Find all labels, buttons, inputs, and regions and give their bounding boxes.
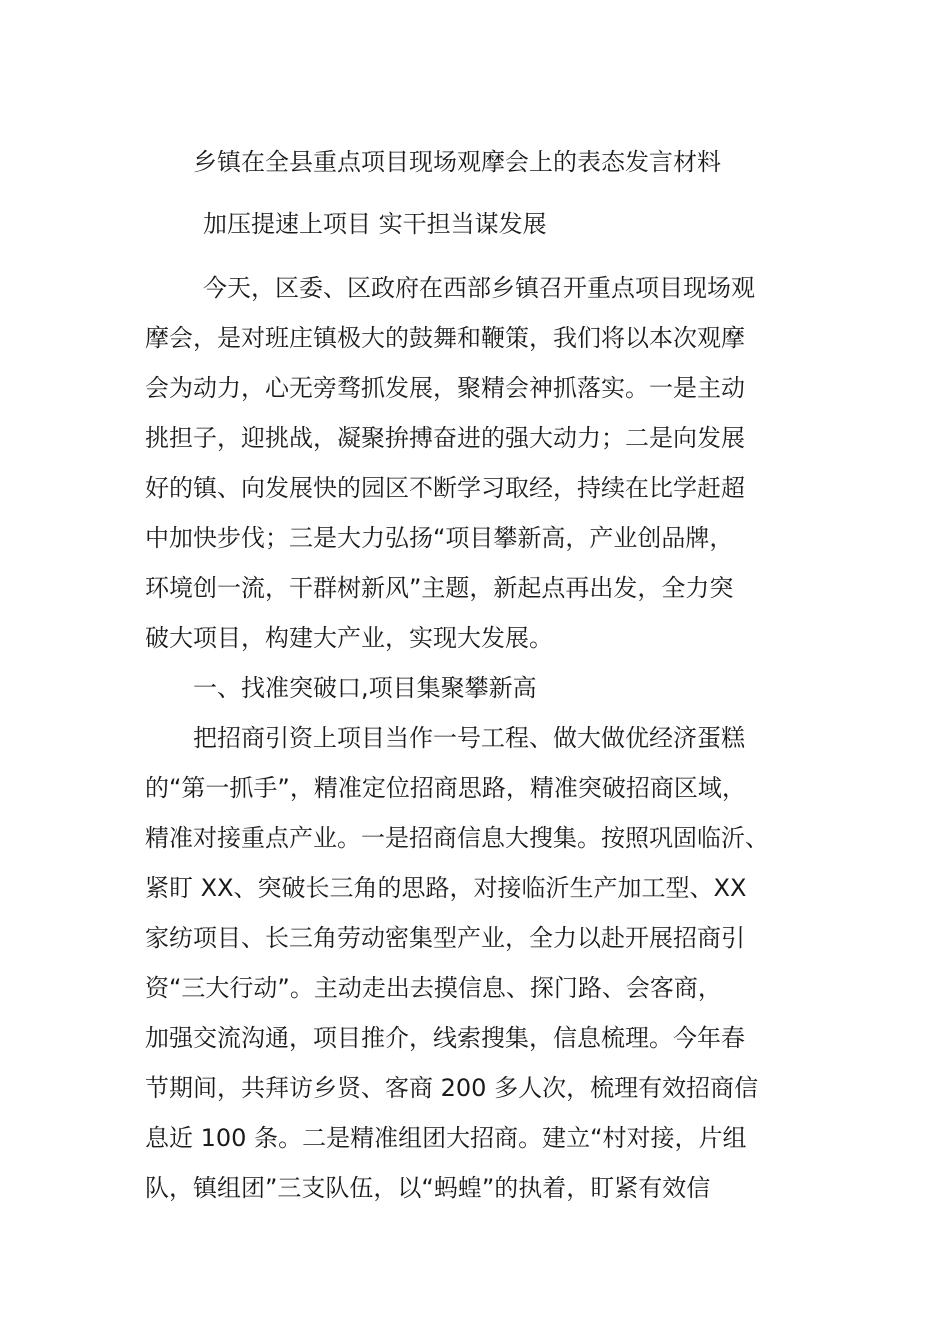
paragraph-line: 今天，区委、区政府在西部乡镇召开重点项目现场观	[203, 274, 755, 302]
document-title: 乡镇在全县重点项目现场观摩会上的表态发言材料	[193, 148, 721, 176]
paragraph-line: 息近 100 条。二是精准组团大招商。建立“村对接，片组	[145, 1124, 747, 1152]
document-subtitle: 加压提速上项目 实干担当谋发展	[203, 210, 547, 238]
paragraph-line: 挑担子，迎挑战，凝聚拚搏奋进的强大动力；二是向发展	[145, 424, 745, 452]
paragraph-line: 家纺项目、长三角劳动密集型产业，全力以赴开展招商引	[145, 924, 745, 952]
paragraph-line: 加强交流沟通，项目推介，线索搜集，信息梳理。今年春	[145, 1024, 745, 1052]
section-heading: 一、找准突破口,项目集聚攀新高	[193, 674, 537, 702]
paragraph-line: 节期间，共拜访乡贤、客商 200 多人次，梳理有效招商信	[145, 1074, 759, 1102]
paragraph-line: 的“第一抓手”，精准定位招商思路，精准突破招商区域，	[145, 774, 746, 802]
paragraph-line: 好的镇、向发展快的园区不断学习取经，持续在比学赶超	[145, 474, 745, 502]
paragraph-line: 摩会，是对班庄镇极大的鼓舞和鞭策，我们将以本次观摩	[145, 324, 745, 352]
paragraph-line: 精准对接重点产业。一是招商信息大搜集。按照巩固临沂、	[145, 824, 769, 852]
paragraph-line: 紧盯 XX、突破长三角的思路，对接临沂生产加工型、XX	[145, 874, 747, 902]
paragraph-line: 队，镇组团”三支队伍，以“蚂蝗”的执着，盯紧有效信	[145, 1174, 711, 1202]
paragraph-line: 会为动力，心无旁骛抓发展，聚精会神抓落实。一是主动	[145, 374, 745, 402]
document-body	[145, 263, 805, 1213]
paragraph-line: 把招商引资上项目当作一号工程、做大做优经济蛋糕	[193, 724, 745, 752]
paragraph-line: 环境创一流，干群树新风”主题，新起点再出发，全力突	[145, 574, 734, 602]
paragraph-line: 破大项目，构建大产业，实现大发展。	[145, 624, 553, 652]
paragraph-line: 资“三大行动”。主动走出去摸信息、探门路、会客商，	[145, 974, 722, 1002]
paragraph-line: 中加快步伐；三是大力弘扬“项目攀新高，产业创品牌，	[145, 524, 734, 552]
